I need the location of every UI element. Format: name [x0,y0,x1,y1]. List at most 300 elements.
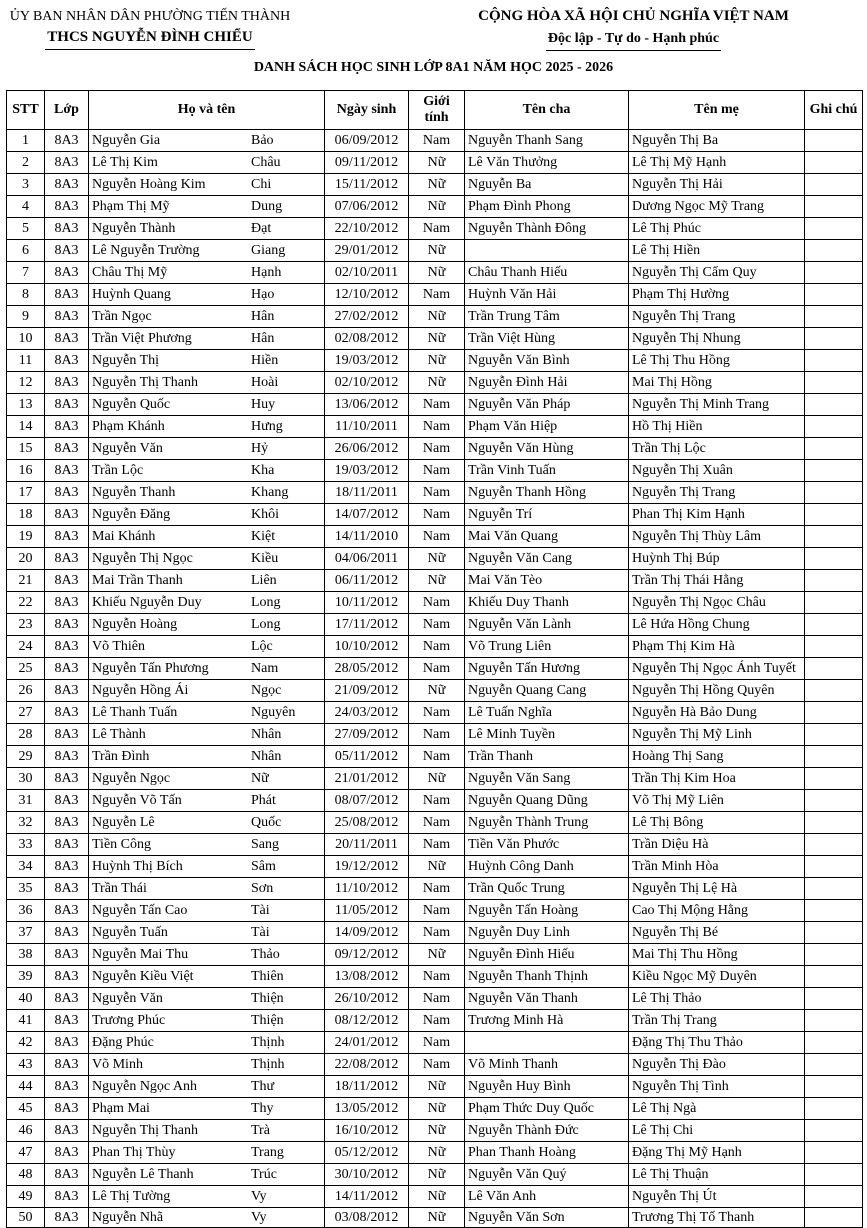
col-header-full-name: Họ và tên [89,91,325,130]
cell-father: Phạm Thức Duy Quốc [465,1098,629,1120]
cell-father: Nguyễn Huy Bình [465,1076,629,1098]
cell-surname: Trương Phúc [92,1013,166,1028]
cell-surname: Phạm Thị Mỹ [92,199,170,214]
cell-surname: Nguyễn Võ Tấn [92,793,182,808]
cell-birthdate: 09/12/2012 [325,944,409,966]
cell-stt: 18 [7,504,45,526]
cell-stt: 4 [7,196,45,218]
cell-surname: Nguyễn Thành [92,221,176,236]
cell-stt: 50 [7,1208,45,1228]
cell-stt: 32 [7,812,45,834]
cell-full-name [89,526,325,548]
cell-notes [805,482,863,504]
cell-surname: Nguyễn Lê Thanh [92,1167,194,1182]
cell-mother: Nguyễn Thị Mỹ Linh [629,724,805,746]
cell-full-name [89,614,325,636]
cell-mother: Lê Hứa Hồng Chung [629,614,805,636]
cell-notes [805,834,863,856]
table-row [7,504,863,526]
cell-class: 8A3 [45,636,89,658]
cell-gender: Nam [409,504,465,526]
cell-gender: Nam [409,460,465,482]
cell-stt: 39 [7,966,45,988]
cell-gender: Nam [409,900,465,922]
cell-gender: Nam [409,438,465,460]
cell-stt: 9 [7,306,45,328]
cell-surname: Huỳnh Quang [92,287,171,302]
cell-full-name [89,152,325,174]
cell-gender: Nam [409,658,465,680]
cell-class: 8A3 [45,218,89,240]
cell-mother: Nguyễn Thị Ngọc Châu [629,592,805,614]
header-left [0,6,300,50]
cell-given-name: Bảo [251,133,274,148]
cell-given-name: Nguyên [251,705,296,720]
cell-surname: Trần Lộc [92,463,144,478]
cell-notes [805,416,863,438]
cell-given-name: Ngọc [251,683,282,698]
cell-surname: Nguyễn Ngọc Anh [92,1079,197,1094]
cell-birthdate: 14/09/2012 [325,922,409,944]
cell-surname: Nguyễn Thị Thanh [92,375,199,390]
cell-gender: Nam [409,812,465,834]
cell-full-name [89,1032,325,1054]
cell-gender: Nữ [409,856,465,878]
cell-full-name [89,702,325,724]
cell-father: Nguyễn Văn Bình [465,350,629,372]
cell-father: Nguyễn Văn Lành [465,614,629,636]
cell-class: 8A3 [45,174,89,196]
cell-full-name [89,328,325,350]
cell-mother: Đặng Thị Mỹ Hạnh [629,1142,805,1164]
cell-class: 8A3 [45,1120,89,1142]
cell-surname: Phạm Khánh [92,419,165,434]
col-header-father: Tên cha [465,91,629,130]
cell-notes [805,350,863,372]
cell-stt: 41 [7,1010,45,1032]
cell-full-name [89,416,325,438]
cell-given-name: Khôi [251,507,279,522]
cell-surname: Nguyễn Thị Ngọc [92,551,193,566]
cell-given-name: Thiện [251,1013,284,1028]
cell-given-name: Hạnh [251,265,282,280]
cell-mother: Đặng Thị Thu Thảo [629,1032,805,1054]
cell-full-name [89,130,325,152]
cell-birthdate: 04/06/2011 [325,548,409,570]
cell-gender: Nam [409,526,465,548]
cell-stt: 48 [7,1164,45,1186]
school-name: THCS NGUYỄN ĐÌNH CHIỂU [45,27,254,50]
cell-birthdate: 14/07/2012 [325,504,409,526]
cell-given-name: Vy [251,1189,267,1204]
cell-father: Nguyễn Văn Pháp [465,394,629,416]
cell-birthdate: 02/10/2012 [325,372,409,394]
cell-notes [805,438,863,460]
cell-father: Nguyễn Đình Hiếu [465,944,629,966]
col-header-birthdate: Ngày sinh [325,91,409,130]
cell-mother: Trần Thị Lộc [629,438,805,460]
cell-birthdate: 08/07/2012 [325,790,409,812]
cell-class: 8A3 [45,1098,89,1120]
cell-given-name: Chi [251,177,272,192]
cell-notes [805,1032,863,1054]
cell-class: 8A3 [45,350,89,372]
table-row [7,1010,863,1032]
cell-class: 8A3 [45,306,89,328]
cell-birthdate: 24/03/2012 [325,702,409,724]
cell-class: 8A3 [45,614,89,636]
cell-mother: Hồ Thị Hiền [629,416,805,438]
cell-birthdate: 10/11/2012 [325,592,409,614]
cell-birthdate: 27/02/2012 [325,306,409,328]
cell-birthdate: 08/12/2012 [325,1010,409,1032]
cell-gender: Nam [409,636,465,658]
cell-mother: Trần Thị Trang [629,1010,805,1032]
cell-given-name: Thịnh [251,1035,285,1050]
cell-class: 8A3 [45,196,89,218]
cell-surname: Võ Thiên [92,639,146,654]
cell-gender: Nam [409,878,465,900]
cell-mother: Nguyễn Thị Minh Trang [629,394,805,416]
cell-mother: Nguyễn Thị Ngọc Ánh Tuyết [629,658,805,680]
cell-mother: Võ Thị Mỹ Liên [629,790,805,812]
cell-surname: Nguyễn Nhã [92,1210,164,1225]
cell-full-name [89,1076,325,1098]
col-header-stt: STT [7,91,45,130]
cell-surname: Nguyễn Tấn Phương [92,661,209,676]
cell-father: Châu Thanh Hiếu [465,262,629,284]
cell-full-name [89,460,325,482]
cell-notes [805,746,863,768]
cell-given-name: Sơn [251,881,274,896]
cell-mother: Nguyễn Thị Cẩm Quy [629,262,805,284]
cell-mother: Nguyễn Thị Đào [629,1054,805,1076]
cell-class: 8A3 [45,240,89,262]
cell-given-name: Long [251,595,281,610]
table-row [7,350,863,372]
table-header-row [7,91,863,130]
cell-given-name: Hỷ [251,441,269,456]
cell-surname: Mai Khánh [92,529,156,544]
table-row [7,328,863,350]
cell-class: 8A3 [45,834,89,856]
cell-full-name [89,548,325,570]
table-row [7,438,863,460]
cell-birthdate: 20/11/2011 [325,834,409,856]
cell-notes [805,130,863,152]
table-row [7,284,863,306]
table-row [7,768,863,790]
cell-notes [805,570,863,592]
cell-father: Nguyễn Ba [465,174,629,196]
cell-stt: 11 [7,350,45,372]
cell-given-name: Hưng [251,419,283,434]
table-row [7,702,863,724]
table-row [7,372,863,394]
cell-stt: 8 [7,284,45,306]
cell-given-name: Thy [251,1101,274,1116]
cell-father: Nguyễn Trí [465,504,629,526]
cell-class: 8A3 [45,1010,89,1032]
cell-class: 8A3 [45,284,89,306]
cell-stt: 28 [7,724,45,746]
cell-birthdate: 19/03/2012 [325,460,409,482]
cell-mother: Lê Thị Bông [629,812,805,834]
cell-notes [805,284,863,306]
col-header-gender [409,91,465,130]
col-header-class: Lớp [45,91,89,130]
cell-full-name [89,988,325,1010]
cell-father: Trần Thanh [465,746,629,768]
cell-given-name: Thịnh [251,1057,285,1072]
cell-father: Lê Văn Anh [465,1186,629,1208]
cell-surname: Lê Thanh Tuấn [92,705,178,720]
cell-surname: Trần Đình [92,749,150,764]
cell-notes [805,856,863,878]
cell-given-name: Sâm [251,859,276,874]
cell-full-name [89,570,325,592]
cell-surname: Trần Ngọc [92,309,152,324]
cell-surname: Nguyễn Ngọc [92,771,171,786]
cell-notes [805,1098,863,1120]
cell-notes [805,1120,863,1142]
cell-surname: Lê Thị Kim [92,155,158,170]
cell-gender: Nam [409,1032,465,1054]
cell-notes [805,174,863,196]
cell-surname: Tiền Công [92,837,152,852]
cell-father: Võ Trung Liên [465,636,629,658]
document-title: DANH SÁCH HỌC SINH LỚP 8A1 NĂM HỌC 2025 - 2026 [253,60,614,75]
cell-class: 8A3 [45,988,89,1010]
cell-birthdate: 14/11/2010 [325,526,409,548]
table-row [7,482,863,504]
cell-stt: 45 [7,1098,45,1120]
cell-stt: 7 [7,262,45,284]
cell-given-name: Vy [251,1210,267,1225]
table-row [7,900,863,922]
cell-father: Nguyễn Thành Trung [465,812,629,834]
cell-stt: 22 [7,592,45,614]
table-row [7,218,863,240]
cell-notes [805,922,863,944]
cell-class: 8A3 [45,262,89,284]
cell-surname: Nguyễn Văn [92,991,163,1006]
cell-father: Nguyễn Tấn Hoàng [465,900,629,922]
cell-surname: Lê Thị Tường [92,1189,171,1204]
cell-mother: Nguyễn Thị Thùy Lâm [629,526,805,548]
cell-surname: Trần Thái [92,881,147,896]
cell-birthdate: 29/01/2012 [325,240,409,262]
cell-full-name [89,680,325,702]
cell-given-name: Kiều [251,551,279,566]
cell-surname: Nguyễn Thị [92,353,160,368]
cell-surname: Nguyễn Thị Thanh [92,1123,199,1138]
cell-full-name [89,1120,325,1142]
cell-father: Huỳnh Văn Hải [465,284,629,306]
cell-birthdate: 18/11/2011 [325,482,409,504]
cell-birthdate: 19/12/2012 [325,856,409,878]
cell-class: 8A3 [45,966,89,988]
cell-full-name [89,218,325,240]
cell-mother: Nguyễn Thị Bé [629,922,805,944]
cell-stt: 20 [7,548,45,570]
cell-full-name [89,834,325,856]
cell-surname: Nguyễn Tuấn [92,925,168,940]
cell-full-name [89,1010,325,1032]
cell-stt: 6 [7,240,45,262]
cell-birthdate: 09/11/2012 [325,152,409,174]
cell-class: 8A3 [45,658,89,680]
cell-mother: Phạm Thị Kim Hà [629,636,805,658]
cell-surname: Nguyễn Đăng [92,507,171,522]
cell-gender: Nữ [409,152,465,174]
cell-stt: 5 [7,218,45,240]
cell-surname: Phan Thị Thùy [92,1145,176,1160]
cell-class: 8A3 [45,460,89,482]
cell-mother: Lê Thị Hiền [629,240,805,262]
col-header-gender-line2: tính [424,110,449,125]
cell-full-name [89,482,325,504]
cell-gender: Nữ [409,944,465,966]
cell-stt: 29 [7,746,45,768]
cell-birthdate: 11/10/2012 [325,878,409,900]
cell-father: Phạm Đình Phong [465,196,629,218]
cell-notes [805,636,863,658]
cell-full-name [89,1186,325,1208]
cell-class: 8A3 [45,592,89,614]
cell-stt: 36 [7,900,45,922]
cell-full-name [89,922,325,944]
cell-class: 8A3 [45,1076,89,1098]
cell-surname: Nguyễn Gia [92,133,161,148]
col-header-mother: Tên mẹ [629,91,805,130]
cell-full-name [89,1164,325,1186]
cell-stt: 47 [7,1142,45,1164]
cell-gender: Nữ [409,328,465,350]
student-table [6,90,863,1228]
cell-father: Phạm Văn Hiệp [465,416,629,438]
cell-full-name [89,790,325,812]
cell-class: 8A3 [45,1164,89,1186]
cell-gender: Nam [409,416,465,438]
table-row [7,526,863,548]
cell-notes [805,1142,863,1164]
cell-class: 8A3 [45,746,89,768]
cell-class: 8A3 [45,548,89,570]
cell-full-name [89,240,325,262]
cell-class: 8A3 [45,790,89,812]
cell-surname: Trần Việt Phương [92,331,192,346]
cell-surname: Nguyễn Kiều Việt [92,969,194,984]
cell-stt: 35 [7,878,45,900]
cell-birthdate: 13/08/2012 [325,966,409,988]
cell-full-name [89,1054,325,1076]
cell-full-name [89,174,325,196]
cell-given-name: Thiện [251,991,284,1006]
cell-mother: Nguyễn Thị Hồng Quyên [629,680,805,702]
cell-surname: Lê Thành [92,727,146,742]
cell-mother: Lê Thị Thuận [629,1164,805,1186]
cell-surname: Nguyễn Tấn Cao [92,903,188,918]
cell-birthdate: 05/11/2012 [325,746,409,768]
cell-notes [805,680,863,702]
table-row [7,724,863,746]
cell-father: Nguyễn Thanh Hồng [465,482,629,504]
cell-mother: Trần Thị Thái Hằng [629,570,805,592]
cell-father: Phan Thanh Hoàng [465,1142,629,1164]
cell-gender: Nữ [409,174,465,196]
cell-given-name: Đạt [251,221,272,236]
table-row [7,680,863,702]
cell-given-name: Trang [251,1145,284,1160]
table-row [7,548,863,570]
cell-class: 8A3 [45,856,89,878]
cell-gender: Nữ [409,680,465,702]
table-row [7,394,863,416]
cell-gender: Nữ [409,1098,465,1120]
cell-birthdate: 22/10/2012 [325,218,409,240]
cell-mother: Nguyễn Thị Tình [629,1076,805,1098]
cell-class: 8A3 [45,482,89,504]
table-row [7,834,863,856]
cell-gender: Nam [409,1054,465,1076]
cell-gender: Nam [409,394,465,416]
cell-class: 8A3 [45,1142,89,1164]
table-row [7,790,863,812]
cell-birthdate: 17/11/2012 [325,614,409,636]
cell-stt: 15 [7,438,45,460]
cell-given-name: Kha [251,463,275,478]
table-row [7,1032,863,1054]
cell-gender: Nữ [409,1186,465,1208]
cell-notes [805,592,863,614]
cell-given-name: Dung [251,199,283,214]
cell-given-name: Thảo [251,947,280,962]
cell-given-name: Lộc [251,639,273,654]
cell-father: Tiền Văn Phước [465,834,629,856]
cell-surname: Nguyễn Quốc [92,397,171,412]
cell-stt: 30 [7,768,45,790]
cell-full-name [89,856,325,878]
cell-notes [805,394,863,416]
cell-full-name [89,768,325,790]
cell-father [465,1032,629,1054]
cell-gender: Nam [409,834,465,856]
cell-birthdate: 22/08/2012 [325,1054,409,1076]
cell-father: Lê Tuấn Nghĩa [465,702,629,724]
col-header-notes: Ghi chú [805,91,863,130]
cell-given-name: Liên [251,573,277,588]
cell-given-name: Tài [251,925,270,940]
table-row [7,746,863,768]
national-motto: Độc lập - Tự do - Hạnh phúc [546,28,721,51]
cell-mother: Trần Thị Kim Hoa [629,768,805,790]
cell-given-name: Nam [251,661,279,676]
cell-father: Mai Văn Quang [465,526,629,548]
cell-mother: Lê Thị Phúc [629,218,805,240]
cell-gender: Nữ [409,1142,465,1164]
cell-class: 8A3 [45,1186,89,1208]
cell-class: 8A3 [45,680,89,702]
cell-father: Nguyễn Thành Đông [465,218,629,240]
cell-father: Nguyễn Duy Linh [465,922,629,944]
cell-mother: Nguyễn Thị Nhung [629,328,805,350]
cell-father: Nguyễn Thanh Thịnh [465,966,629,988]
cell-gender: Nam [409,966,465,988]
cell-birthdate: 24/01/2012 [325,1032,409,1054]
cell-class: 8A3 [45,922,89,944]
cell-stt: 33 [7,834,45,856]
